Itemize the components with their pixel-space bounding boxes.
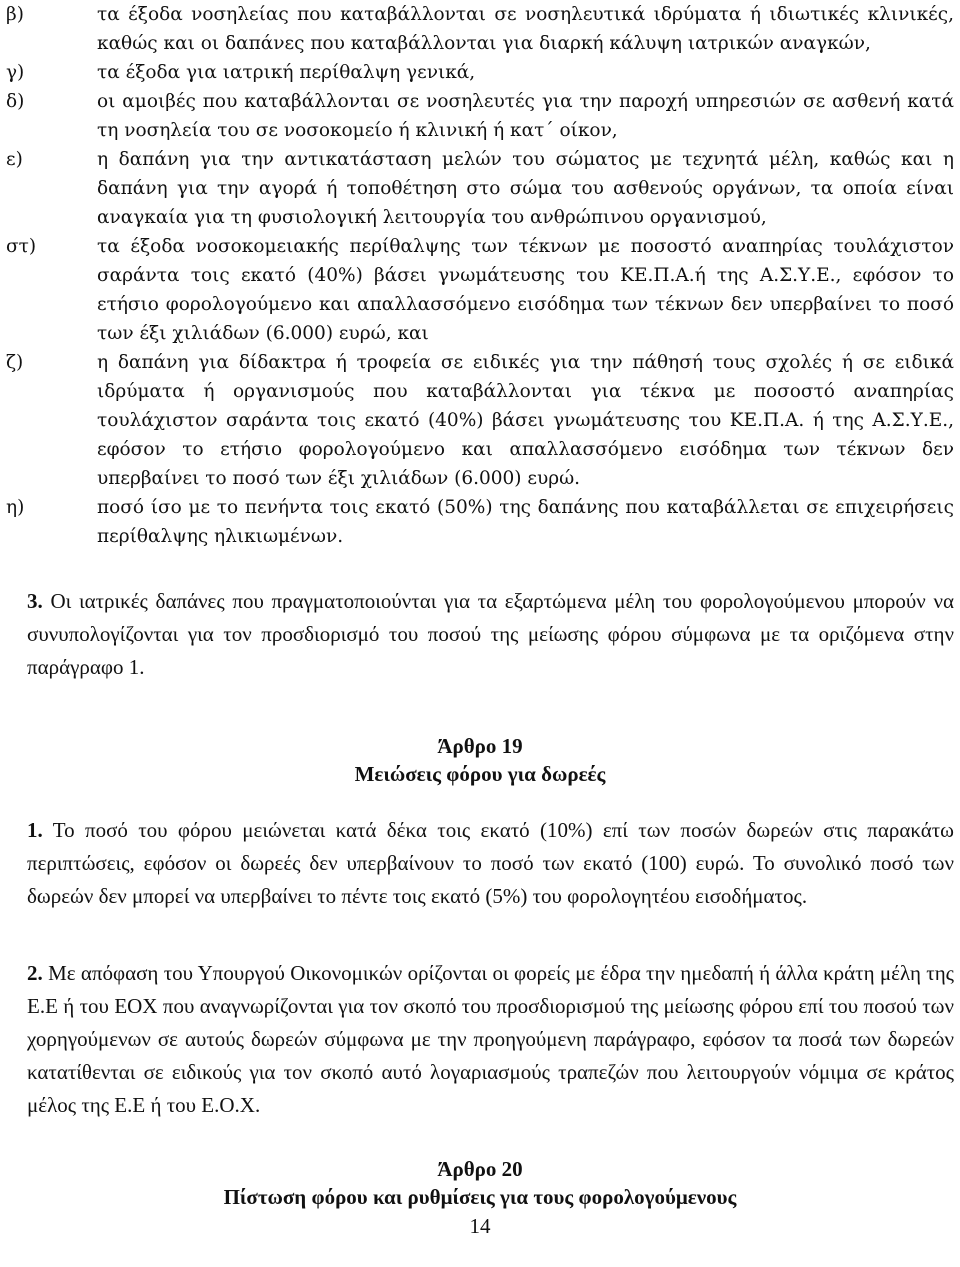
article-subtitle: Μειώσεις φόρου για δωρεές (354, 762, 606, 786)
list-label: ζ) (6, 352, 24, 373)
list-item-beta (0, 0, 960, 58)
paragraph-3 (0, 585, 960, 684)
list-text: τα έξοδα νοσοκομειακής περίθαλψης των τέκνων με ποσοστό αναπηρίας τουλάχιστον σαράντα τοις εκατό (40%) βάσει γνωμάτευσης του ΚΕ.Π.Α.ή της Α.Σ.Υ.Ε., εφόσον το ετήσιο φορολογούμενο και απαλλασσόμενο εισόδημα των τέκνων δεν υπερβαίνει το ποσό των έξι χιλιάδων (6.000) ευρώ, και (97, 236, 954, 344)
article-19-paragraph-1 (0, 814, 960, 913)
page-number: 14 (469, 1214, 491, 1238)
list-label: β) (6, 4, 24, 25)
paragraph-number: 3. (27, 589, 43, 613)
list-item-zeta (0, 348, 960, 493)
article-title: Άρθρο 20 (437, 1157, 523, 1181)
article-19-paragraph-2 (0, 957, 960, 1122)
list-item-delta (0, 87, 960, 145)
list-label: γ) (6, 62, 25, 83)
list-label: η) (6, 497, 25, 518)
paragraph-text: Οι ιατρικές δαπάνες που πραγματοποιούνται για τα εξαρτώμενα μέλη του φορολογούμενου μπορούν να συνυπολογίζονται για τον προσδιορισμό του ποσού της μείωσης φόρου σύμφωνα με τα οριζόμενα στην παράγραφο 1. (27, 589, 954, 679)
list-item-eta (0, 493, 960, 551)
paragraph-number: 1. (27, 818, 43, 842)
list-text: ποσό ίσο με το πενήντα τοις εκατό (50%) της δαπάνης που καταβάλλεται σε επιχειρήσεις περίθαλψης ηλικιωμένων. (97, 497, 954, 547)
list-item-gamma (0, 58, 960, 87)
list-text: η δαπάνη για την αντικατάσταση μελών του σώματος με τεχνητά μέλη, καθώς και η δαπάνη για την αγορά ή τοποθέτηση στο σώμα του ασθενούς οργάνων, τα οποία είναι αναγκαία για τη φυσιολογική λειτουργία του ανθρώπινου οργανισμού, (97, 149, 954, 228)
paragraph-number: 2. (27, 961, 43, 985)
paragraph-text: Το ποσό του φόρου μειώνεται κατά δέκα τοις εκατό (10%) επί των ποσών δωρεών στις παρακάτω περιπτώσεις, εφόσον οι δωρεές δεν υπερβαίνουν το ποσό των εκατό (100) ευρώ. Το συνολικό ποσό των δωρεών δεν μπορεί να υπερβαίνει το πέντε τοις εκατό (5%) του φορολογητέου εισοδήματος. (27, 818, 954, 908)
list-text: τα έξοδα νοσηλείας που καταβάλλονται σε νοσηλευτικά ιδρύματα ή ιδιωτικές κλινικές, καθώς και οι δαπάνες που καταβάλλονται για διαρκή κάλυψη ιατρικών αναγκών, (97, 4, 954, 54)
article-20-heading (0, 1155, 960, 1211)
article-title: Άρθρο 19 (437, 734, 523, 758)
list-item-epsilon (0, 145, 960, 232)
list-text: τα έξοδα για ιατρική περίθαλψη γενικά, (97, 62, 476, 83)
list-text: η δαπάνη για δίδακτρα ή τροφεία σε ειδικές για την πάθησή τους σχολές ή σε ειδικά ιδρύματα ή οργανισμούς που καταβάλλονται για τέκνα με ποσοστό αναπηρίας τουλάχιστον σαράντα τοις εκατό (40%) βάσει γνωμάτευσης του ΚΕ.Π.Α. ή της Α.Σ.Υ.Ε., εφόσον το ετήσιο φορολογούμενο και απαλλασσόμενο εισόδημα των τέκνων δεν υπερβαίνει το ποσό των έξι χιλιάδων (6.000) ευρώ. (97, 352, 954, 489)
list-item-st (0, 232, 960, 348)
sub-items-list (0, 0, 960, 551)
list-label: δ) (6, 91, 25, 112)
article-subtitle: Πίστωση φόρου και ρυθμίσεις για τους φορολογούμενους (223, 1185, 737, 1209)
list-label: ε) (6, 149, 23, 170)
article-19-heading (0, 732, 960, 788)
paragraph-text: Με απόφαση του Υπουργού Οικονομικών ορίζονται οι φορείς με έδρα την ημεδαπή ή άλλα κράτη μέλη της Ε.Ε ή του ΕΟΧ που αναγνωρίζονται για τον σκοπό του προσδιορισμού της μείωσης φόρου επί του ποσού των χορηγούμενων σε αυτούς δωρεών σύμφωνα με την προηγούμενη παράγραφο, εφόσον τα ποσά των δωρεών κατατίθενται σε ειδικούς για τον σκοπό αυτό λογαριασμούς τραπεζών που λειτουργούν νόμιμα σε κράτος μέλος της Ε.Ε ή του Ε.Ο.Χ. (27, 961, 954, 1117)
list-text: οι αμοιβές που καταβάλλονται σε νοσηλευτές για την παροχή υπηρεσιών σε ασθενή κατά τη νοσηλεία του σε νοσοκομείο ή κλινική ή κατ΄ οίκον, (97, 91, 954, 141)
list-label: στ) (6, 236, 37, 257)
